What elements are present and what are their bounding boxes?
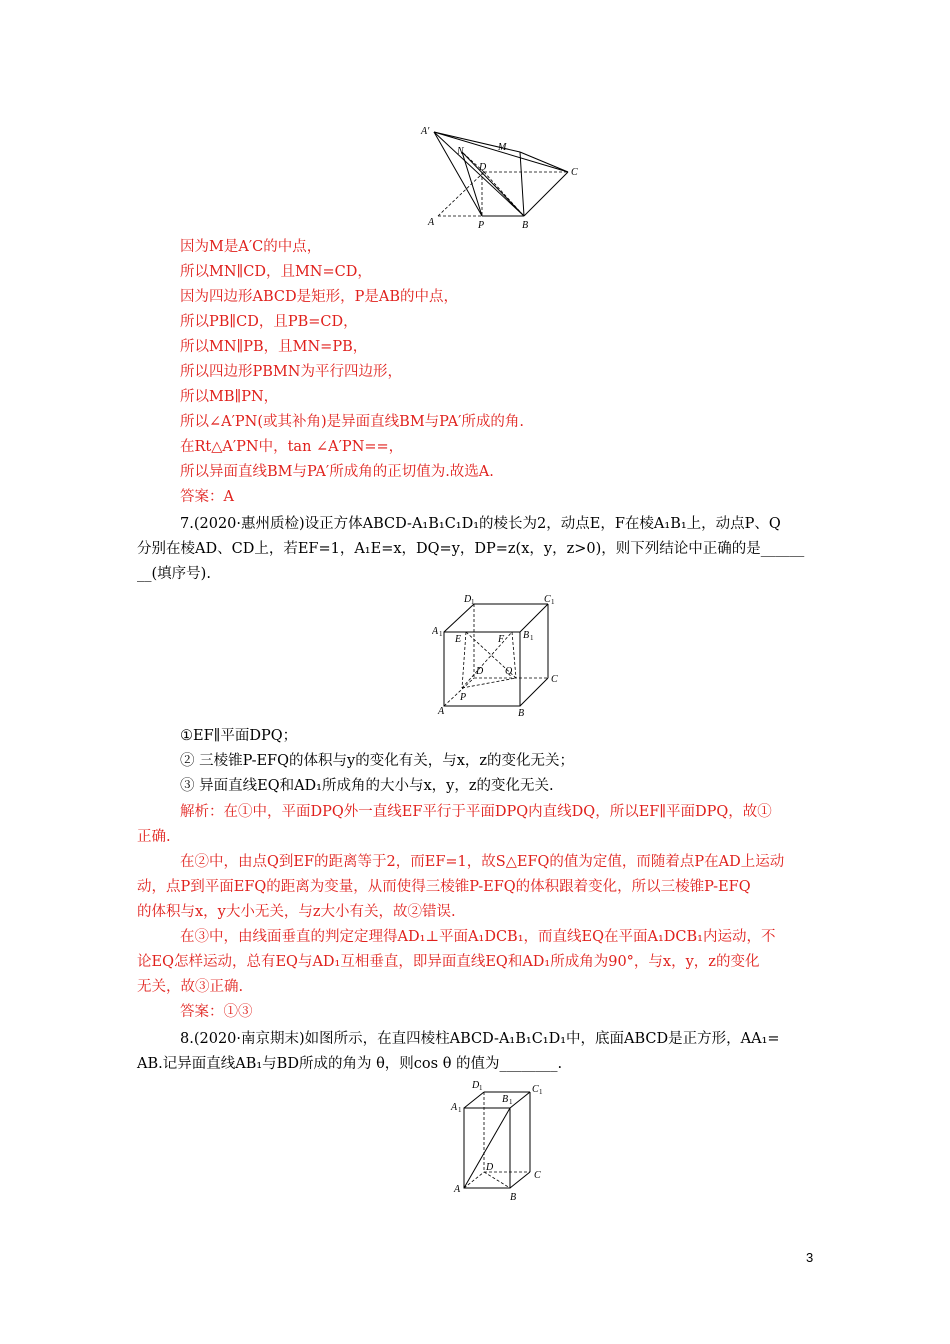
fig2-label-F: F bbox=[498, 634, 505, 645]
page-number: 3 bbox=[806, 1250, 814, 1265]
figure-prism bbox=[448, 1080, 558, 1204]
fig2-label-D: D bbox=[476, 666, 484, 677]
fig3-label-B1: B bbox=[502, 1094, 509, 1105]
fig1-label-A1: A′ bbox=[421, 126, 430, 137]
fig3-sub-C1: 1 bbox=[539, 1088, 543, 1096]
q7-solution-3: 在②中，由点Q到EF的距离等于2，而EF=1，故S△EFQ的值为定值，而随着点P在AD上运动 bbox=[180, 854, 785, 870]
q7-solution-8: 无关，故③正确. bbox=[137, 979, 244, 995]
q7-option-1: ①EF∥平面DPQ； bbox=[180, 728, 298, 744]
fig3-label-B: B bbox=[510, 1192, 517, 1203]
fig2-sub-A1: 1 bbox=[439, 630, 443, 638]
q7-stem-line-3: __(填序号). bbox=[137, 566, 211, 582]
solution-line-3: 因为四边形ABCD是矩形，P是AB的中点， bbox=[180, 289, 458, 305]
answer-q6: 答案：A bbox=[180, 489, 234, 505]
fig2-label-C: C bbox=[551, 674, 558, 685]
answer-q7: 答案：①③ bbox=[180, 1004, 253, 1020]
fig2-label-B1: B bbox=[523, 630, 530, 641]
q7-solution-5: 的体积与x，y大小无关，与z大小有关，故②错误. bbox=[137, 904, 456, 920]
q7-option-3: ③ 异面直线EQ和AD₁所成角的大小与x，y，z的变化无关. bbox=[180, 778, 554, 794]
fig3-sub-D1: 1 bbox=[479, 1084, 483, 1092]
q8-stem-line-2: AB.记异面直线AB₁与BD所成的角为 θ，则cos θ 的值为________. bbox=[137, 1056, 563, 1072]
fig2-label-E: E bbox=[455, 634, 462, 645]
fig1-label-C: C bbox=[571, 167, 578, 178]
fig3-sub-B1: 1 bbox=[509, 1098, 513, 1106]
fig2-sub-D1: 1 bbox=[471, 598, 475, 606]
q8-stem-line-1: 8.(2020·南京期末)如图所示，在直四棱柱ABCD-A₁B₁C₁D₁中，底面ABCD是正方形，AA₁= bbox=[180, 1031, 780, 1047]
fig2-sub-C1: 1 bbox=[551, 598, 555, 606]
solution-line-4: 所以PB∥CD，且PB=CD， bbox=[180, 314, 358, 330]
q7-stem-line-2: 分别在棱AD、CD上，若EF=1，A₁E=x，DQ=y，DP=z(x，y，z>0)，则下列结论中正确的是______ bbox=[137, 541, 805, 557]
solution-line-1: 因为M是A′C的中点， bbox=[180, 239, 322, 255]
fig2-sub-B1: 1 bbox=[530, 634, 534, 642]
fig1-label-A: A bbox=[428, 217, 435, 228]
fig2-label-D1: D bbox=[464, 594, 472, 605]
fig2-label-A1: A bbox=[432, 626, 439, 637]
q7-solution-1: 解析：在①中，平面DPQ外一直线EF平行于平面DPQ内直线DQ，所以EF∥平面DPQ，故① bbox=[180, 804, 772, 820]
q7-solution-4: 动，点P到平面EFQ的距离为变量，从而使得三棱锥P-EFQ的体积跟着变化，所以三棱锥P-EFQ bbox=[137, 879, 751, 895]
solution-line-10: 所以异面直线BM与PA′所成角的正切值为.故选A. bbox=[180, 464, 494, 480]
q7-solution-7: 论EQ怎样运动，总有EQ与AD₁互相垂直，即异面直线EQ和AD₁所成角为90°，与x，y，z的变化 bbox=[137, 954, 760, 970]
solution-line-2: 所以MN∥CD，且MN=CD， bbox=[180, 264, 372, 280]
figure-cube bbox=[432, 590, 562, 718]
fig2-label-A: A bbox=[438, 706, 445, 717]
fig1-label-N: N bbox=[457, 146, 464, 157]
fig2-label-C1: C bbox=[544, 594, 551, 605]
fig3-label-D1: D bbox=[472, 1080, 480, 1091]
fig1-label-B: B bbox=[522, 220, 529, 231]
fig1-label-D: D bbox=[479, 162, 487, 173]
fig3-label-D: D bbox=[486, 1162, 494, 1173]
fig3-label-C: C bbox=[534, 1170, 541, 1181]
fig2-label-P: P bbox=[460, 692, 467, 703]
q7-solution-6: 在③中，由线面垂直的判定定理得AD₁⊥平面A₁DCB₁，而直线EQ在平面A₁DCB₁内运动，不 bbox=[180, 929, 776, 945]
solution-line-7: 所以MB∥PN， bbox=[180, 389, 279, 405]
solution-line-9: 在Rt△A′PN中，tan ∠A′PN==， bbox=[180, 439, 404, 455]
q7-option-2: ② 三棱锥P-EFQ的体积与y的变化有关，与x，z的变化无关； bbox=[180, 753, 575, 769]
fig3-label-C1: C bbox=[532, 1084, 539, 1095]
solution-line-8: 所以∠A′PN(或其补角)是异面直线BM与PA′所成的角. bbox=[180, 414, 524, 430]
fig3-sub-A1: 1 bbox=[458, 1106, 462, 1114]
fig3-label-A: A bbox=[454, 1184, 461, 1195]
fig3-label-A1: A bbox=[451, 1102, 458, 1113]
fig1-label-P: P bbox=[478, 220, 485, 231]
fig2-label-Q: Q bbox=[505, 666, 513, 677]
q7-stem-line-1: 7.(2020·惠州质检)设正方体ABCD-A₁B₁C₁D₁的棱长为2，动点E，F在棱A₁B₁上，动点P、Q bbox=[180, 516, 781, 532]
figure-fold-pyramid bbox=[420, 124, 590, 232]
solution-line-6: 所以四边形PBMN为平行四边形， bbox=[180, 364, 402, 380]
solution-line-5: 所以MN∥PB，且MN=PB， bbox=[180, 339, 368, 355]
q7-solution-2: 正确. bbox=[137, 829, 171, 845]
fig2-label-B: B bbox=[518, 708, 525, 718]
fig1-label-M: M bbox=[498, 142, 507, 153]
